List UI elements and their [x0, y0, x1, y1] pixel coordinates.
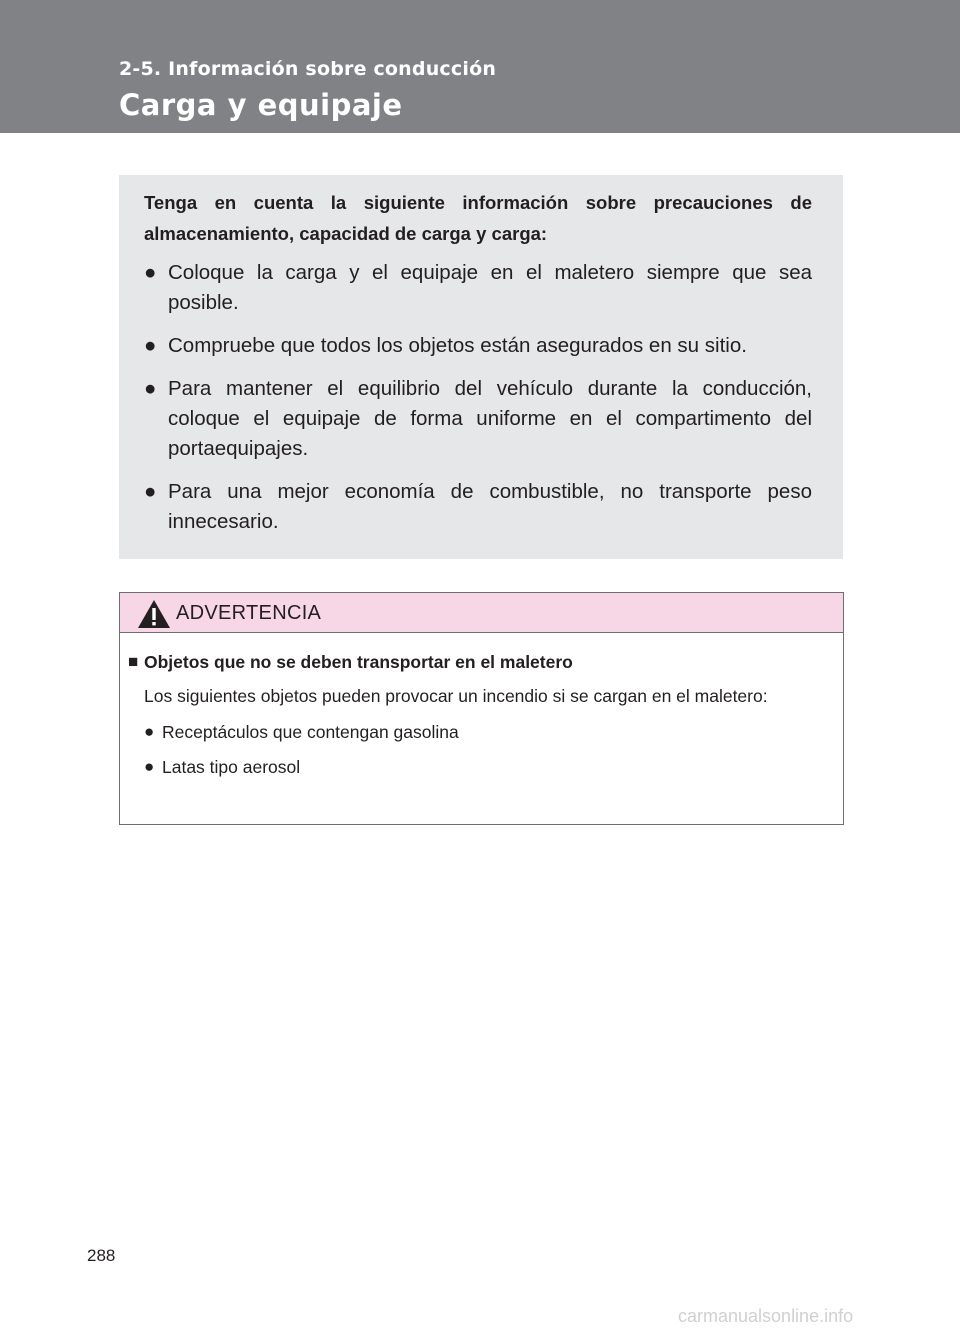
info-item-text: Para mantener el equilibrio del vehículo durante la conducción, coloque el equipaje de forma uniforme en el compartimento del portaequipajes. [168, 377, 812, 460]
info-item [144, 258, 812, 318]
warning-item-text: Latas tipo aerosol [162, 757, 301, 777]
warning-triangle-icon [137, 599, 171, 629]
warning-box [119, 592, 844, 825]
watermark: carmanualsonline.info [678, 1306, 854, 1326]
warning-item [144, 719, 834, 745]
bullet-icon: ● [144, 480, 157, 503]
info-item-text: Para una mejor economía de combustible, no transporte peso innecesario. [168, 480, 812, 533]
info-item-text: Compruebe que todos los objetos están asegurados en su sitio. [168, 334, 747, 357]
warning-header [120, 593, 843, 633]
warning-body [120, 633, 843, 780]
bullet-icon: ● [144, 722, 155, 741]
warning-description: Los siguientes objetos pueden provocar un incendio si se cargan en el maletero: [144, 686, 768, 706]
info-item [144, 374, 812, 464]
bullet-icon: ● [144, 757, 155, 776]
page-number: 288 [87, 1246, 116, 1265]
info-item-text: Coloque la carga y el equipaje en el maletero siempre que sea posible. [168, 261, 812, 314]
info-intro: Tenga en cuenta la siguiente información sobre precauciones de almacenamiento, capacidad de carga y carga: [144, 192, 812, 244]
warning-item [144, 754, 834, 780]
bullet-icon: ● [144, 377, 157, 400]
warning-heading-text: Objetos que no se deben transportar en el maletero [144, 652, 573, 672]
bullet-icon: ● [144, 334, 157, 357]
warning-heading [130, 649, 834, 675]
section-label: 2-5. Información sobre conducción [119, 58, 497, 80]
page-header [0, 0, 960, 133]
bullet-icon: ● [144, 261, 157, 284]
info-item [144, 477, 812, 537]
warning-item-text: Receptáculos que contengan gasolina [162, 722, 459, 742]
warning-title: ADVERTENCIA [176, 602, 322, 624]
page-title: Carga y equipaje [119, 88, 403, 122]
square-bullet-icon: ■ [128, 652, 139, 671]
info-item [144, 331, 812, 361]
info-box [119, 175, 843, 559]
